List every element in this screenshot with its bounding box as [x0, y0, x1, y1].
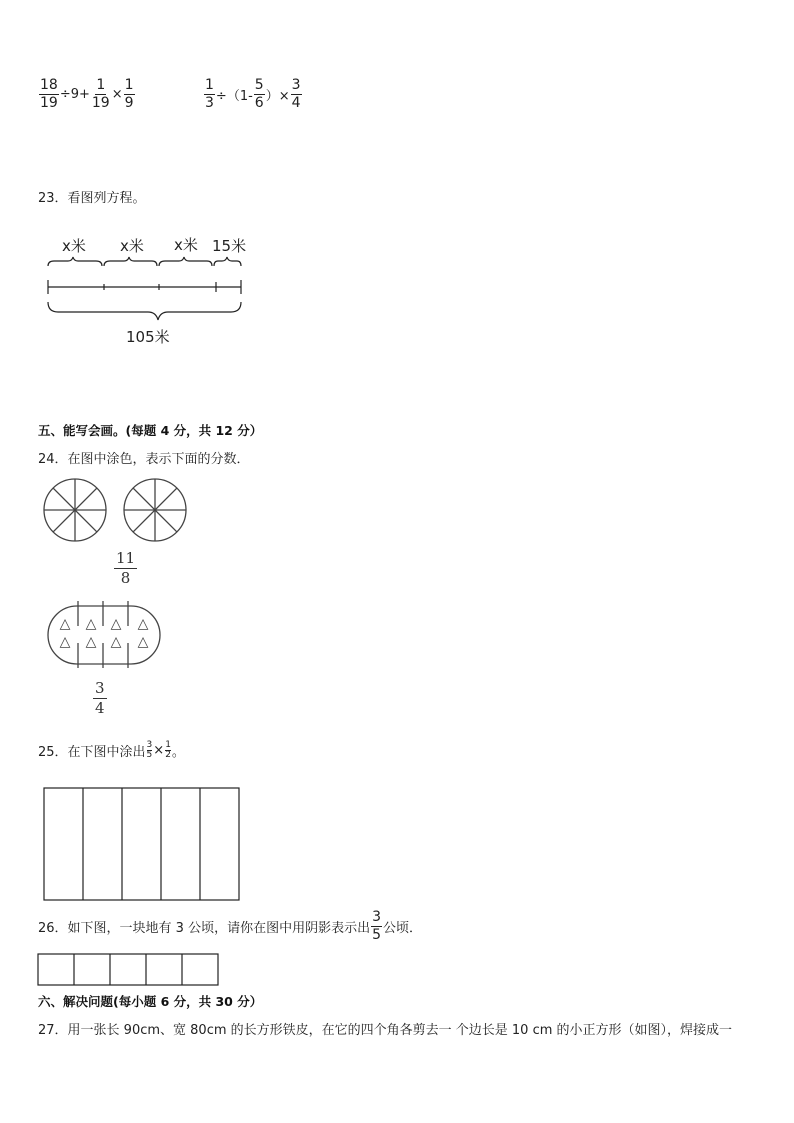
- fraction-3-4: 3 4: [95, 679, 105, 717]
- operator: ÷（1-: [215, 88, 253, 104]
- fraction: $\frac{1}{19}$: [91, 77, 110, 111]
- top-brace-1: [48, 257, 102, 266]
- segment-diagram: [40, 232, 260, 352]
- circle-diagram: [42, 476, 202, 546]
- oval-diagram: [46, 598, 166, 670]
- top-brace-2: [104, 257, 157, 266]
- triangle-icon: △: [59, 616, 71, 632]
- label-15m: 15米: [212, 237, 247, 255]
- label-x3: x米: [174, 236, 198, 254]
- problem-24-text: 24．在图中涂色，表示下面的分数．: [38, 452, 250, 467]
- rectangle-5-parts: [43, 787, 243, 903]
- fraction-11-8: 11 8: [116, 549, 136, 587]
- expression-2: [203, 78, 303, 110]
- fraction: $\frac{1}{2}$: [165, 740, 171, 761]
- section-6-heading: 六、解决问题(每小题 6 分，共 30 分）: [38, 994, 263, 1009]
- label-x1: x米: [62, 237, 86, 255]
- operator: ×: [111, 86, 123, 102]
- fraction: $\frac{3}{4}$: [291, 77, 301, 111]
- problem-23-text: 23．看图列方程。: [38, 191, 146, 206]
- triangle-icon: △: [110, 616, 122, 632]
- top-brace-3: [159, 257, 212, 266]
- circle-1: [44, 479, 106, 541]
- expression-1: [38, 78, 136, 110]
- fraction: $\frac{1}{3}$: [205, 77, 214, 111]
- triangle-icon: △: [85, 634, 97, 650]
- problem-25-text: 25．在下图中涂出 $\frac{3}{5}$ × $\frac{1}{2}$ 。: [38, 740, 185, 761]
- operator: ÷9+: [59, 86, 90, 102]
- fraction: $\frac{1}{9}$: [124, 77, 134, 111]
- circle-2: [124, 479, 186, 541]
- triangle-icon: △: [110, 634, 122, 650]
- triangle-icon: △: [137, 616, 149, 632]
- problem-26-text: 26．如下图，一块地有 3 公顷，请你在图中用阴影表示出 $\frac{3}{5}$ 公顷．: [38, 909, 423, 943]
- fraction: $\frac{3}{5}$: [146, 740, 153, 761]
- triangle-icon: △: [59, 634, 71, 650]
- problem-27-text: 27．用一张长 90cm、宽 80cm 的长方形铁皮，在它的四个角各剪去一 个边长是 10 cm 的小正方形（如图），焊接成一: [38, 1023, 733, 1038]
- fraction: $\frac{3}{5}$: [372, 909, 381, 943]
- label-105m: 105米: [126, 328, 170, 346]
- triangle-icon: △: [85, 616, 97, 632]
- section-5-heading: 五、能写会画。(每题 4 分，共 12 分）: [38, 423, 263, 438]
- label-x2: x米: [120, 237, 144, 255]
- top-brace-4: [214, 257, 241, 266]
- fraction: $\frac{5}{6}$: [254, 77, 264, 111]
- triangle-icon: △: [137, 634, 149, 650]
- bottom-brace: [48, 302, 241, 320]
- fraction: $\frac{18}{19}$: [40, 77, 58, 111]
- operator: ）×: [265, 88, 290, 104]
- land-strip-5-parts: [37, 953, 221, 987]
